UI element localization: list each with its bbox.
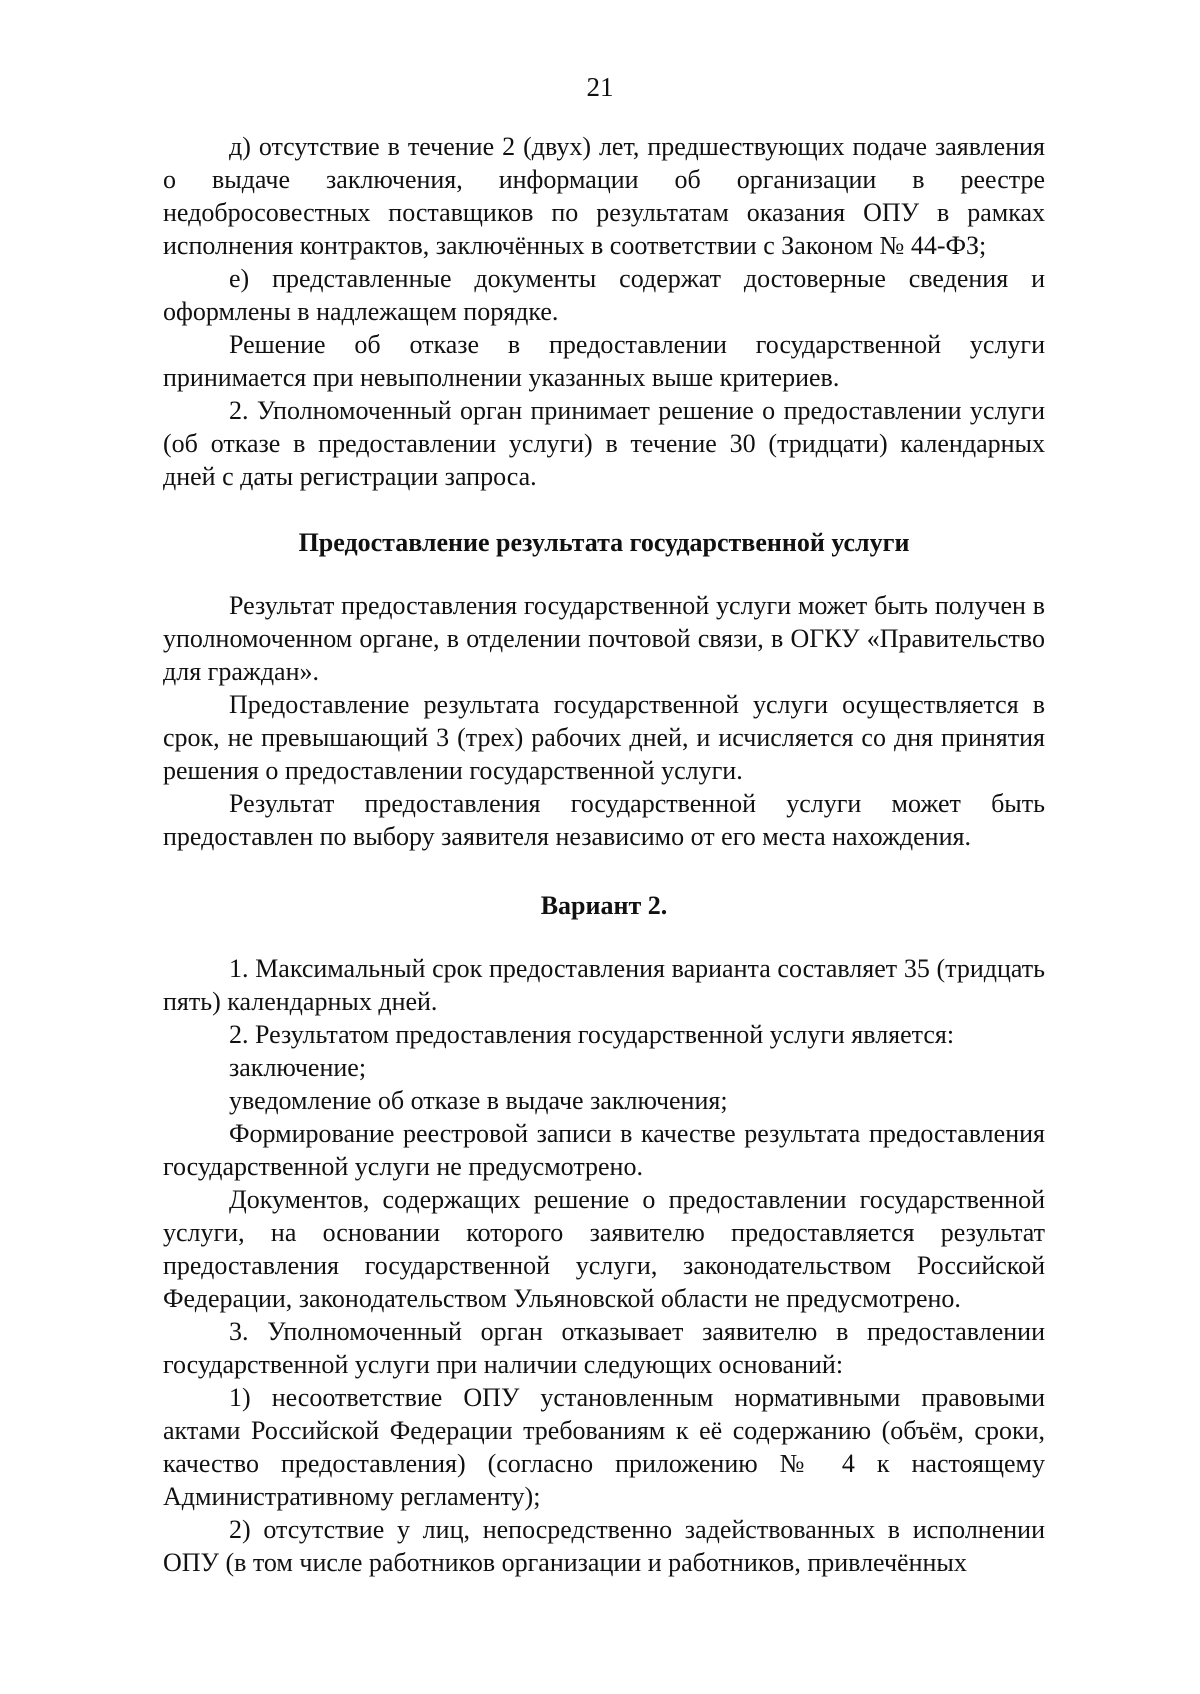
section-heading-variant-2: Вариант 2. xyxy=(540,891,668,920)
paragraph-refusal-decision: Решение об отказе в предоставлении государственной услуги принимается при невыполнении указанных выше критериев. xyxy=(163,330,1045,392)
paragraph-result-term: Предоставление результата государственной услуги осуществляется в срок, не превышающий 3 (трех) рабочих дней, и исчисляется со дня принятия решения о предоставлении государственной услуги. xyxy=(163,690,1045,785)
paragraph-result-is: 2. Результатом предоставления государственной услуги является: xyxy=(229,1020,955,1049)
list-item-refusal-notice: уведомление об отказе в выдаче заключения; xyxy=(229,1086,728,1115)
paragraph-decision-documents: Документов, содержащих решение о предоставлении государственной услуги, на основании которого заявителю предоставляется результат предоставления государственной услуги, законодательством Российской Федерации, законодательством Ульяновской области не предусмотрено. xyxy=(163,1185,1045,1313)
paragraph-registry-record: Формирование реестровой записи в качестве результата предоставления государственной услуги не предусмотрено. xyxy=(163,1119,1045,1181)
page-number: 21 xyxy=(586,72,614,102)
paragraph-criterion-e: е) представленные документы содержат достоверные сведения и оформлены в надлежащем порядке. xyxy=(163,264,1045,326)
paragraph-ground-2: 2) отсутствие у лиц, непосредственно задействованных в исполнении ОПУ (в том числе работников организации и работников, привлечённых xyxy=(163,1515,1045,1577)
paragraph-decision-term: 2. Уполномоченный орган принимает решение о предоставлении услуги (об отказе в предоставлении услуги) в течение 30 (тридцати) календарных дней с даты регистрации запроса. xyxy=(163,396,1045,491)
paragraph-max-term: 1. Максимальный срок предоставления варианта составляет 35 (тридцать пять) календарных дней. xyxy=(163,954,1045,1016)
paragraph-ground-1: 1) несоответствие ОПУ установленным нормативными правовыми актами Российской Федерации требованиям к её содержанию (объём, сроки, качество предоставления) (согласно приложению № 4 к настоящему Административному регламенту); xyxy=(163,1383,1045,1511)
section-heading-result: Предоставление результата государственной услуги xyxy=(298,528,910,557)
paragraph-result-location: Результат предоставления государственной услуги может быть предоставлен по выбору заявителя независимо от его места нахождения. xyxy=(163,789,1045,851)
list-item-conclusion: заключение; xyxy=(229,1053,367,1082)
paragraph-result-receipt: Результат предоставления государственной услуги может быть получен в уполномоченном органе, в отделении почтовой связи, в ОГКУ «Правительство для граждан». xyxy=(163,591,1045,686)
paragraph-criterion-d: д) отсутствие в течение 2 (двух) лет, предшествующих подаче заявления о выдаче заключения, информации об организации в реестре недобросовестных поставщиков по результатам оказания ОПУ в рамках исполнения контрактов, заключённых в соответствии с Законом № 44-ФЗ; xyxy=(163,132,1045,260)
paragraph-refusal-grounds: 3. Уполномоченный орган отказывает заявителю в предоставлении государственной услуги при наличии следующих оснований: xyxy=(163,1317,1045,1379)
document-body xyxy=(163,130,1045,1579)
